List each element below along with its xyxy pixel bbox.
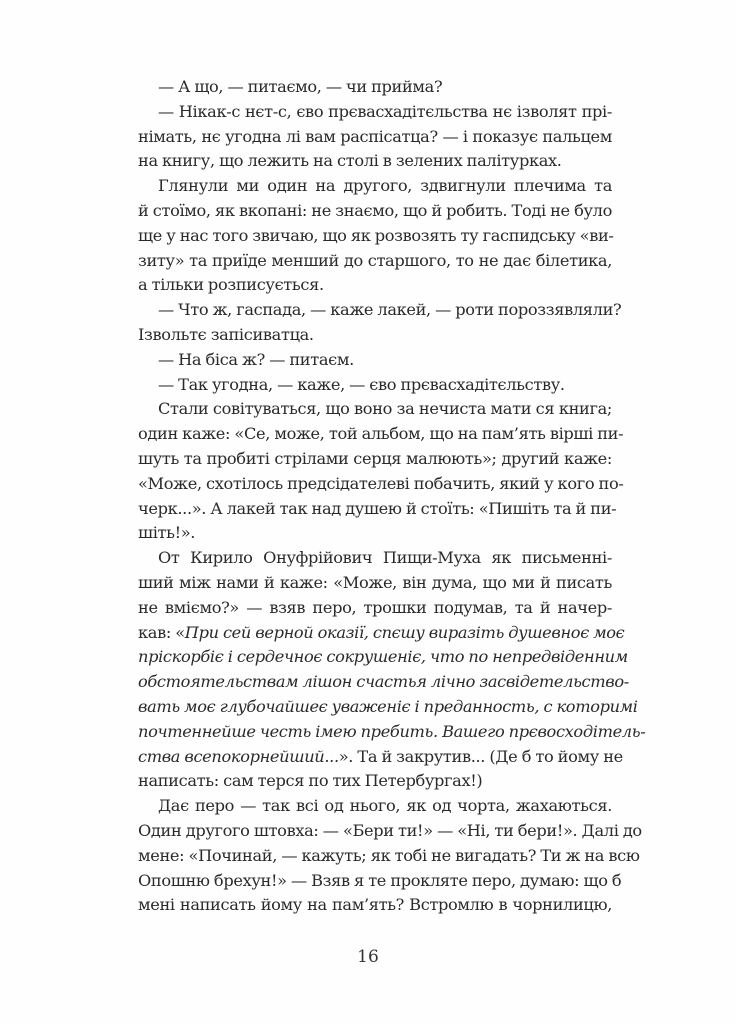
body-text bbox=[138, 75, 646, 918]
text-line: на книгу, що лежить на столі в зелених палітурках. bbox=[138, 151, 562, 171]
text-line bbox=[138, 621, 625, 646]
text-line: німать, нє угодна лі вам распісатца? — і показує пальцем bbox=[138, 126, 612, 146]
text-line: ший між нами й каже: «Може, він дума, що ми й писать bbox=[138, 572, 612, 592]
text-line: пріскорбіє і сердечноє сокрушеніє, что по непредвіденним bbox=[138, 647, 628, 667]
text-line: — На біса ж? — питаєм. bbox=[158, 349, 354, 369]
italic-segment: ства всепокорнейший... bbox=[138, 746, 339, 766]
text-line: — Что ж, гаспада, — каже лакей, — роти пороззявляли? bbox=[158, 300, 622, 320]
text-line: шіть!». bbox=[138, 523, 196, 543]
text-line: — Нікак-с нєт-с, єво прєвасхадітєльства нє ізволят прі- bbox=[158, 101, 612, 121]
text-line: вать моє глубочайшеє уваженіє і преданность, с которимі bbox=[138, 696, 638, 716]
text-line: обстоятельствам лішон счастья лічно засвідетельство- bbox=[138, 672, 629, 692]
text-line: почтеннейше честь імею пребить. Вашего прєвосходітель- bbox=[138, 721, 646, 741]
text-line: — Так угодна, — каже, — єво прєвасхадітєльству. bbox=[158, 374, 565, 394]
text-line: зиту» та приїде менший до старшого, то не дає білетика, bbox=[138, 250, 612, 270]
page-number: 16 bbox=[357, 947, 379, 967]
text-line bbox=[138, 745, 623, 770]
text-line: Опошню брехун!» — Взяв я те прокляте перо, думаю: що б bbox=[138, 870, 622, 890]
text-line: Ізвольтє запісиватца. bbox=[138, 324, 314, 344]
text-line: ще у нас того звичаю, що як розвозять ту гаспидську «ви- bbox=[138, 225, 614, 245]
text-line: а тільки розписується. bbox=[138, 275, 324, 295]
text-line: Глянули ми один на другого, здвигнули плечима та bbox=[158, 176, 612, 196]
text-line: мене: «Починай, — кажуть; як тобі не вигадать? Ти ж на всю bbox=[138, 845, 640, 865]
text-line: «Може, схотілось предсідателеві побачить, який у кого по- bbox=[138, 473, 624, 493]
text-line: Дає перо — так всі од нього, як од чорта, жахаються. bbox=[158, 796, 612, 816]
text-line: й стоїмо, як вкопані: не знаємо, що й робить. Тоді не було bbox=[138, 200, 612, 220]
text-line: шуть та пробиті стрілами серця малюють»; другий каже: bbox=[138, 448, 612, 468]
italic-segment: При сей верной оказії, спєшу виразіть душевноє моє bbox=[184, 622, 625, 642]
text-line: мені написать йому на пам’ять? Встромлю в чорнилицю, bbox=[138, 895, 612, 915]
text-line: Один другого штовха: — «Бери ти!» — «Ні, ти бери!». Далі до bbox=[138, 820, 642, 840]
text-segment: ». Та й закрутив... (Де б то йому не bbox=[338, 746, 623, 766]
text-line: написать: сам терся по тих Петербургах!) bbox=[138, 771, 483, 791]
text-line: Стали совітуваться, що воно за нечиста мати ся книга; bbox=[158, 399, 612, 419]
text-line: От Кирило Онуфрійович Пищи-Муха як письменні- bbox=[158, 548, 612, 568]
text-line: не вміємо?» — взяв перо, трошки подумав, та й начер- bbox=[138, 597, 612, 617]
text-segment: кав: « bbox=[138, 622, 185, 642]
text-line: один каже: «Се, може, той альбом, що на пам’ять вірші пи- bbox=[138, 424, 624, 444]
text-line: черк...». А лакей так над душею й стоїть: «Пишіть та й пи- bbox=[138, 498, 617, 518]
text-line: — А що, — питаємо, — чи прийма? bbox=[158, 77, 443, 96]
